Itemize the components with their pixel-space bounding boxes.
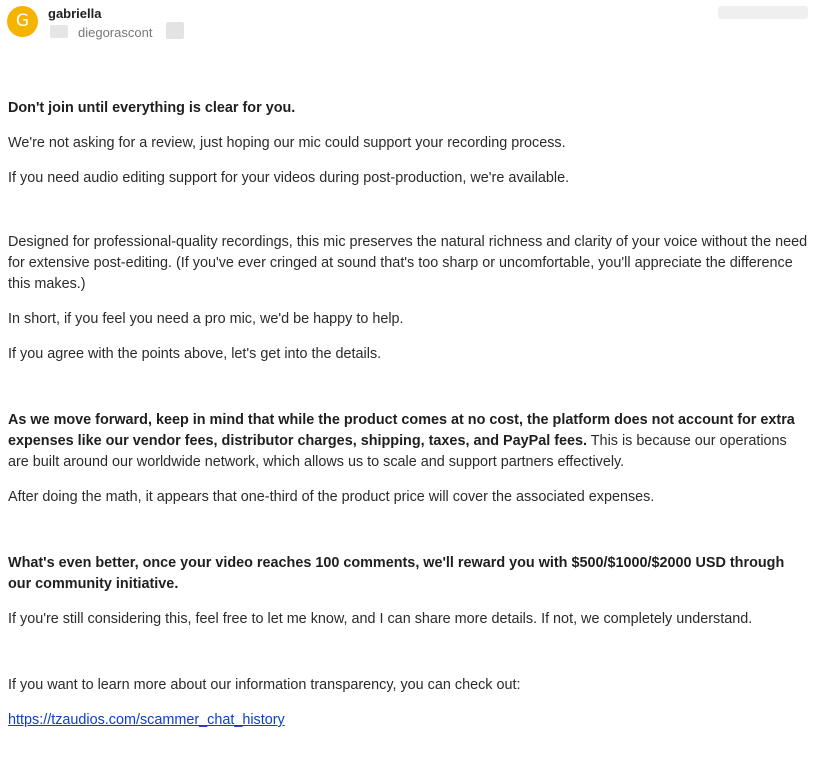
email-header (0, 0, 815, 60)
paragraph: If you agree with the points above, let's get into the details. (8, 346, 382, 362)
paragraph: In short, if you feel you need a pro mic, we'd be happy to help. (8, 311, 404, 327)
paragraph (8, 410, 808, 473)
bold-text: Don't join until everything is clear for you. (8, 100, 296, 116)
external-link[interactable]: https://tzaudios.com/scammer_chat_history (8, 712, 285, 728)
paragraph (8, 98, 808, 119)
paragraph: After doing the math, it appears that one-third of the product price will cover the associated expenses. (8, 489, 655, 505)
avatar[interactable]: G (7, 6, 38, 37)
paragraph: If you're still considering this, feel free to let me know, and I can share more details. If not, we completely understand. (8, 611, 753, 627)
paragraph (8, 710, 808, 731)
email-body (8, 98, 808, 731)
sender-name[interactable]: gabriella (48, 6, 102, 21)
bold-text: What's even better, once your video reaches 100 comments, we'll reward you with $500/$1000/$2000 USD through our community initiative. (8, 555, 785, 592)
paragraph: If you want to learn more about our information transparency, you can check out: (8, 677, 521, 693)
bold-text: As we move forward, keep in mind that while the product comes at no cost, the platform does not account for extra expenses like our vendor fees, distributor charges, shipping, taxes, and PayPal fees. (8, 412, 795, 449)
paragraph-text: This is because our operations are built around our worldwide network, which allows us to scale and support partners effectively. (8, 433, 787, 470)
paragraph: Designed for professional-quality recordings, this mic preserves the natural richness and clarity of your voice without the need for extensive post-editing. (If you've ever cringed at sound that's too sharp or uncomfortable, you'll appreciate the difference this makes.) (8, 234, 808, 292)
paragraph (8, 553, 808, 595)
redacted-date (718, 6, 808, 19)
recipient-address: diegorascont (78, 25, 153, 40)
paragraph: If you need audio editing support for your videos during post-production, we're available. (8, 170, 570, 186)
paragraph: We're not asking for a review, just hoping our mic could support your recording process. (8, 135, 566, 151)
redacted-block (50, 25, 68, 38)
redacted-block (166, 22, 184, 39)
